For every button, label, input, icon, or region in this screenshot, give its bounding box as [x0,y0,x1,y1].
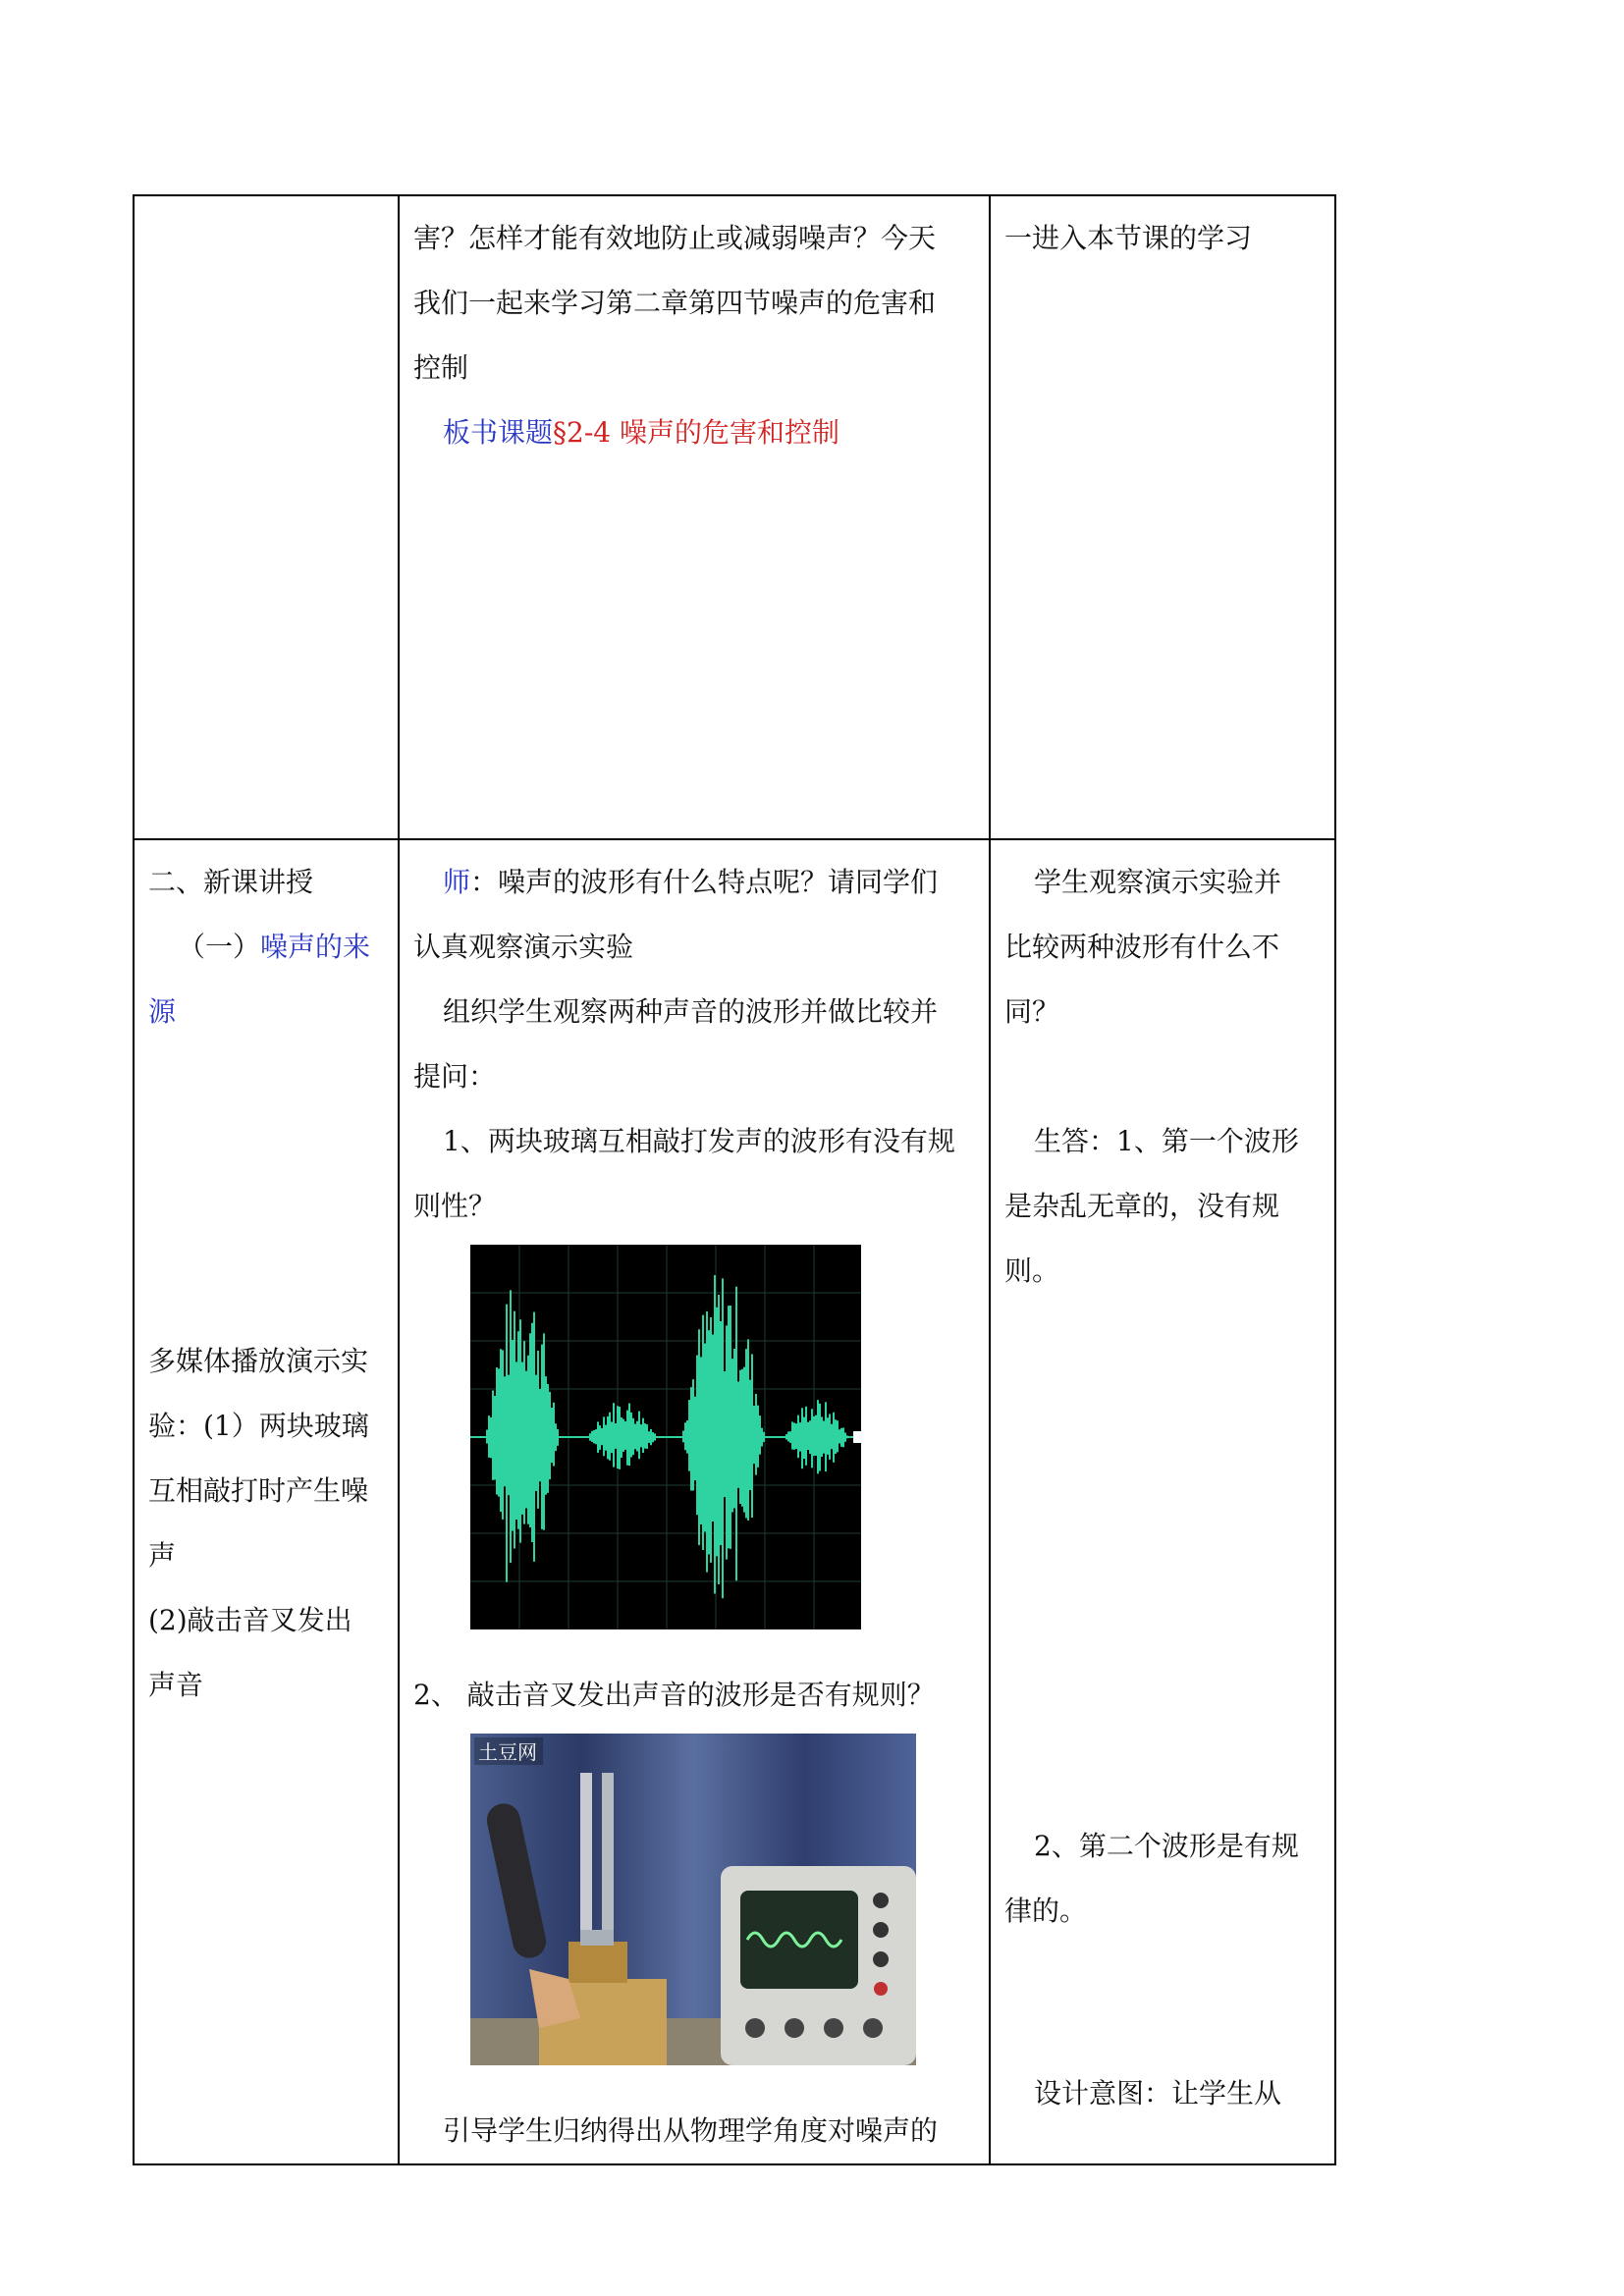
board-prefix: 板书课题 [443,416,554,449]
text-line: (2)敲击音叉发出 [148,1604,352,1636]
text-line: 声音 [148,1669,204,1701]
text-line: 则性？ [413,1190,497,1222]
text-line: 验：(1）两块玻璃 [148,1410,369,1442]
teacher-activity-cell [399,839,990,2164]
tuning-fork-image [470,1734,916,2065]
text-line: 引导学生归纳得出从物理学角度对噪声的 [443,2114,939,2147]
text-line: 设计意图：让学生从 [1034,2077,1282,2109]
text-line: 提问： [413,1060,497,1093]
text-line: 学生观察演示实验并 [1034,866,1282,898]
subsection-title-cont: 源 [148,995,177,1028]
spacer [1004,1944,1321,2061]
text-line: 一进入本节课的学习 [1004,222,1253,254]
text-line: 害？怎样才能有效地防止或减弱噪声？今天 [413,222,937,254]
lesson-plan-table [133,194,1336,2165]
text-line: 组织学生观察两种声音的波形并做比较并 [443,995,939,1028]
text-line: 比较两种波形有什么不 [1004,931,1280,963]
noise-waveform-image [470,1245,975,1653]
text-line: 控制 [413,351,469,384]
tuning-fork-video-frame [470,1734,975,2089]
text-line: 2、 敲击音叉发出声音的波形是否有规则？ [413,1679,935,1711]
teacher-question [413,850,975,915]
stage-cell [134,839,399,2164]
student-activity-cell [990,195,1335,839]
text-line: 我们一起来学习第二章第四节噪声的危害和 [413,287,937,319]
text-line: 多媒体播放演示实 [148,1345,369,1377]
subsection-title: 噪声的来 [260,931,371,963]
teacher-label: 师 [443,866,471,898]
waveform-chart [470,1245,861,1629]
spacer [1004,1304,1321,1814]
teacher-activity-cell [399,195,990,839]
text-line: 是杂乱无章的，没有规 [1004,1190,1280,1222]
text-line: 互相敲打时产生噪 [148,1474,369,1507]
subsection-prefix: （一） [178,931,261,963]
text-line: 声 [148,1539,177,1572]
table-row [134,839,1335,2164]
board-title: §2-4 噪声的危害和控制 [553,416,840,449]
spacer [148,1044,384,1329]
question-text: ：噪声的波形有什么特点呢？请同学们 [470,866,939,898]
video-watermark: 土豆网 [478,1740,537,1764]
table-row [134,195,1335,839]
text-line: 1、两块玻璃互相敲打发声的波形有没有规 [443,1125,955,1157]
text-line: 律的。 [1004,1895,1088,1927]
student-activity-cell [990,839,1335,2164]
stage-cell [134,195,399,839]
text-line: 则。 [1004,1255,1060,1287]
text-line: 同？ [1004,995,1060,1028]
text-line: 2、第二个波形是有规 [1034,1830,1299,1862]
spacer [1004,1044,1321,1109]
text-line: 认真观察演示实验 [413,931,634,963]
section-heading: 二、新课讲授 [148,866,314,898]
text-line: 生答：1、第一个波形 [1034,1125,1299,1157]
board-title-line [413,400,975,465]
subsection-heading [148,915,384,980]
